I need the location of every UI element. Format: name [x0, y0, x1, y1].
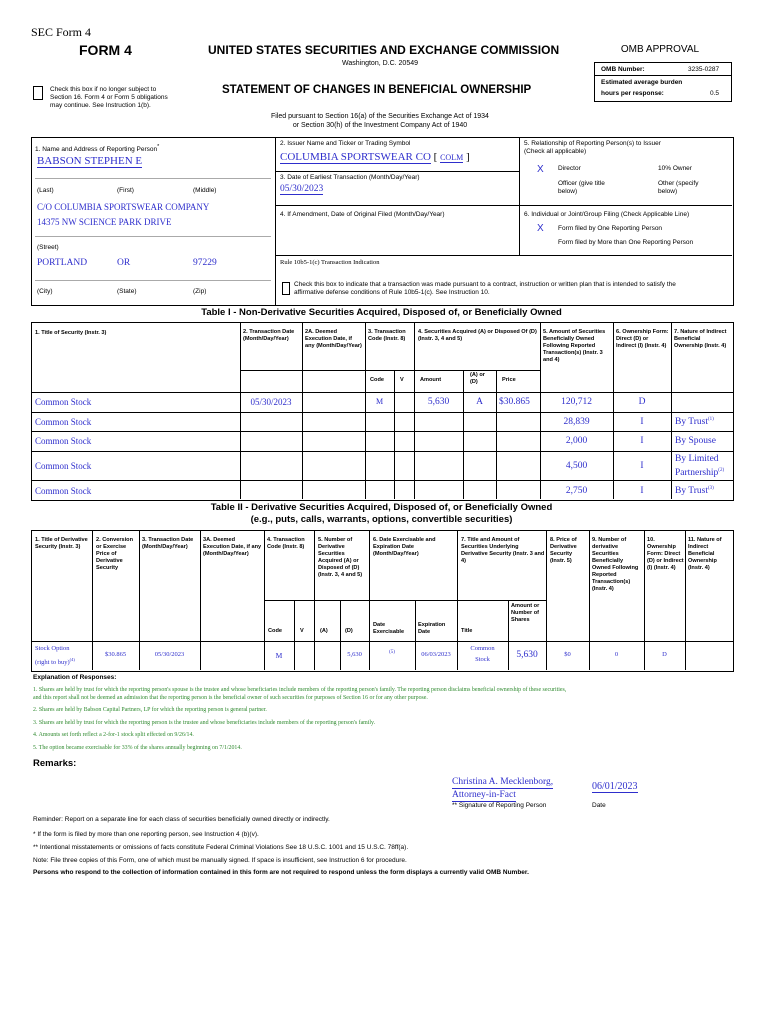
remarks-title: Remarks:	[33, 758, 77, 769]
row4-form: I	[640, 461, 644, 471]
row1-title: Common Stock	[35, 397, 92, 407]
t2-h3a: 3A. Deemed Execution Date, if any (Month/Day/Year)	[203, 537, 262, 557]
t2-h10: 10. Ownership Form: Direct (D) or Indirect (I) (Instr. 4)	[647, 537, 684, 571]
t2-h2: 2. Conversion or Exercise Price of Derivative Security	[96, 537, 133, 571]
first-label: (First)	[117, 187, 134, 194]
row5-form: I	[640, 486, 644, 496]
explanation-note-5: 5. The option became exercisable for 33% of the shares annually beginning on 7/1/2014.	[33, 745, 242, 751]
state-label: (State)	[117, 288, 137, 295]
one-reporting-person: Form filed by One Reporting Person	[558, 225, 663, 232]
officer-label: Officer (give title below)	[558, 180, 605, 195]
t2-h3: 3. Transaction Date (Month/Day/Year)	[142, 537, 194, 550]
box5-label: 5. Relationship of Reporting Person(s) to Issuer (Check all applicable)	[524, 140, 661, 155]
form-title: FORM 4	[79, 42, 132, 58]
t1-h5: 5. Amount of Securities Beneficially Owned Following Reported Transaction(s) (Instr. 3 and 4)	[543, 329, 606, 363]
row1-code: M	[375, 397, 384, 406]
omb-notice: Persons who respond to the collection of information contained in this form are not required to respond unless the form displays a currently valid OMB Number.	[33, 869, 529, 876]
t1-h6: 6. Ownership Form: Direct (D) or Indirect (I) (Instr. 4)	[616, 329, 669, 349]
t1-h2a: 2A. Deemed Execution Date, if any (Month/Day/Year)	[305, 329, 362, 349]
explanation-note-4: 4. Amounts set forth reflect a 2-for-1 stock split effected on 9/26/14.	[33, 732, 194, 738]
director-mark: X	[537, 164, 544, 175]
signature-label: ** Signature of Reporting Person	[452, 802, 547, 809]
filed-pursuant: Filed pursuant to Section 16(a) of the Securities Exchange Act of 1934 or Section 30(h) of the Investment Company Act of 1940	[271, 113, 489, 129]
checkbox-text: Check this box if no longer subject to Section 16. Form 4 or Form 5 obligations may continue. See Instruction 1(b).	[50, 86, 168, 109]
rule-checkbox[interactable]	[282, 282, 290, 295]
one-person-mark: X	[537, 223, 544, 234]
sec-form-label: SEC Form 4	[31, 25, 92, 39]
row1-owned: 120,712	[561, 397, 592, 407]
row3-owned: 2,000	[565, 436, 588, 446]
row2-owned: 28,839	[563, 417, 590, 427]
table1-title: Table I - Non-Derivative Securities Acquired, Disposed of, or Beneficially Owned	[201, 307, 562, 318]
row1-amount: 5,630	[427, 397, 450, 407]
box6-label: 6. Individual or Joint/Group Filing (Check Applicable Line)	[524, 211, 690, 218]
omb-hours-value: 0.5	[710, 90, 720, 97]
t2-sub-de: Date Exercisable	[373, 622, 405, 635]
omb-hours-label: hours per response:	[601, 90, 664, 97]
city-label: (City)	[37, 288, 53, 295]
date-label: Date	[592, 802, 606, 809]
row3-title: Common Stock	[35, 436, 92, 446]
t2-sub-code: Code	[268, 628, 282, 634]
explanation-note-2: 2. Shares are held by Babson Capital Partners, LP for which the reporting person is general partner.	[33, 707, 267, 713]
t1-sub-amount: Amount	[420, 377, 442, 383]
table2-title: Table II - Derivative Securities Acquired, Disposed of, or Beneficially Owned (e.g., puts, calls, warrants, options, convertible securities)	[210, 502, 553, 525]
row3-nature: By Spouse	[675, 436, 716, 446]
city-value: PORTLAND	[37, 258, 88, 268]
row4-title: Common Stock	[35, 461, 92, 471]
row5-title: Common Stock	[35, 486, 92, 496]
t1-sub-v: V	[400, 377, 404, 383]
t2-sub-v: V	[300, 628, 304, 634]
row1-form: D	[638, 397, 646, 407]
t1-sub-code: Code	[370, 377, 384, 383]
t2-sub-amount: Amount or Number of Shares	[511, 603, 540, 623]
t2-h5: 5. Number of Derivative Securities Acquired (A) or Disposed of (D) (Instr. 3, 4 and 5)	[318, 537, 363, 578]
t1-sub-price: Price	[502, 377, 516, 383]
t2-h6: 6. Date Exercisable and Expiration Date (Month/Day/Year)	[373, 537, 436, 557]
omb-burden-label: Estimated average burden	[601, 79, 683, 86]
ticker-symbol: COLM	[440, 153, 464, 162]
row1-date: 05/30/2023	[250, 397, 292, 407]
deriv-form: D	[662, 651, 667, 658]
deriv-shares: 5,630	[516, 650, 538, 660]
zip-label: (Zip)	[193, 288, 207, 295]
reminder: Reminder: Report on a separate line for each class of securities beneficially owned directly or indirectly.	[33, 816, 330, 823]
box4-label: 4. If Amendment, Date of Original Filed (Month/Day/Year)	[280, 211, 445, 218]
t2-h9: 9. Number of derivative Securities Beneficially Owned Following Reported Transaction(s) (Instr. 4)	[592, 537, 639, 592]
row4-owned: 4,500	[565, 461, 588, 471]
address-line-2: 14375 NW SCIENCE PARK DRIVE	[37, 217, 172, 227]
box1-label: 1. Name and Address of Reporting Person*	[35, 144, 160, 154]
row3-form: I	[640, 436, 644, 446]
t2-h8: 8. Price of Derivative Security (Instr. 5)	[550, 537, 577, 564]
t2-sub-exp: Expiration Date	[418, 622, 446, 635]
t1-h3: 3. Transaction Code (Instr. 8)	[368, 329, 406, 342]
earliest-transaction-date: 05/30/2023	[280, 184, 324, 194]
t1-h7: 7. Nature of Indirect Beneficial Ownership (Instr. 4)	[674, 329, 727, 349]
street-label: (Street)	[37, 244, 59, 251]
deriv-price-8: $0	[564, 651, 571, 658]
more-reporting-persons: Form filed by More than One Reporting Person	[558, 239, 694, 246]
explanation-title: Explanation of Responses:	[33, 674, 117, 681]
director-label: Director	[558, 165, 581, 172]
box2-label: 2. Issuer Name and Ticker or Trading Symbol	[280, 140, 411, 147]
violations-note: ** Intentional misstatements or omissions of facts constitute Federal Criminal Violations See 18 U.S.C. 1001 and 15 U.S.C. 78ff(a).	[33, 844, 409, 851]
row5-nature: By Trust$^{(3)}$	[675, 486, 714, 497]
rule-text: Check this box to indicate that a transaction was made pursuant to a contract, instruction or written plan that is intended to satisfy the affirmative defense conditions of Rule 10b5-1(c). See Instruction 10.	[294, 281, 676, 296]
t2-sub-a: (A)	[320, 628, 328, 634]
reporting-person-name: BABSON STEPHEN E	[37, 155, 143, 167]
issuer-name: COLUMBIA SPORTSWEAR CO	[280, 151, 431, 163]
row1-price: $30.865	[499, 397, 530, 407]
row2-form: I	[640, 417, 644, 427]
deriv-date: 05/30/2023	[154, 651, 185, 658]
deriv-disposed: 5,630	[347, 651, 362, 658]
t2-h11: 11. Nature of Indirect Beneficial Ownership (Instr. 4)	[688, 537, 722, 571]
box3-label: 3. Date of Earliest Transaction (Month/Day/Year)	[280, 174, 420, 181]
other-label: Other (specify below)	[658, 180, 699, 195]
omb-approval-title: OMB APPROVAL	[620, 44, 700, 55]
deriv-title: Stock Option (right to buy)$^{(4)}$	[35, 645, 75, 667]
explanation-note-1: 1. Shares are held by trust for which the reporting person's spouse is the trustee and whose beneficiaries include members of the reporting person's family. The reporting person disclaims beneficial ownership of these securities, and this report shall not be deemed an admission that the reporting person is the beneficial owner of such securities for purposes of Section 16 or for any other purpose.	[33, 687, 567, 701]
deriv-owned: 0	[614, 651, 619, 658]
deriv-underlying-title: Common Stock	[470, 645, 495, 663]
state-value: OR	[117, 258, 131, 268]
deriv-code: M	[275, 651, 283, 660]
rule-label: Rule 10b5-1(c) Transaction Indication	[280, 259, 380, 266]
deriv-price: $30.865	[104, 651, 127, 658]
deriv-date-exercisable: (5)	[389, 650, 395, 655]
signature-date: 06/01/2023	[592, 781, 638, 792]
t2-h1: 1. Title of Derivative Security (Instr. 3)	[35, 537, 88, 550]
t2-sub-title: Title	[461, 628, 473, 634]
t1-sub-ad: (A) or (D)	[470, 372, 485, 385]
row5-owned: 2,750	[565, 486, 588, 496]
t2-h7: 7. Title and Amount of Securities Underlying Derivative Security (Instr. 3 and 4)	[461, 537, 545, 564]
no-longer-subject-checkbox[interactable]	[33, 86, 43, 100]
row1-ad: A	[476, 397, 483, 407]
row2-title: Common Stock	[35, 417, 92, 427]
zip-value: 97229	[193, 258, 217, 268]
t2-h4: 4. Transaction Code (Instr. 8)	[267, 537, 305, 550]
t2-sub-d: (D)	[345, 628, 353, 634]
statement-title: STATEMENT OF CHANGES IN BENEFICIAL OWNERSHIP	[222, 84, 532, 96]
omb-number-label: OMB Number:	[601, 66, 645, 73]
row2-nature: By Trust$^{(1)}$	[675, 417, 714, 428]
t1-h1: 1. Title of Security (Instr. 3)	[35, 330, 107, 336]
commission-location: Washington, D.C. 20549	[342, 60, 419, 67]
middle-label: (Middle)	[193, 187, 217, 194]
omb-number-value: 3235-0287	[688, 66, 720, 73]
explanation-note-3: 3. Shares are held by trust for which the reporting person is the trustee and whose beneficiaries include members of the reporting person's family.	[33, 720, 376, 726]
star-note: * If the form is filed by more than one reporting person, see Instruction 4 (b)(v).	[33, 831, 259, 838]
file-copies-note: Note: File three copies of this Form, one of which must be manually signed. If space is insufficient, see Instruction 6 for procedure.	[33, 857, 407, 864]
issuer-line: COLUMBIA SPORTSWEAR CO [ COLM ]	[280, 151, 470, 163]
commission-title: UNITED STATES SECURITIES AND EXCHANGE COMMISSION	[208, 43, 560, 57]
row4-nature: By Limited Partnership$^{(2)}$	[675, 454, 725, 479]
last-label: (Last)	[37, 187, 54, 194]
t1-h2: 2. Transaction Date (Month/Day/Year)	[243, 329, 295, 342]
signature: Christina A. Mecklenborg, Attorney-in-Fact	[452, 777, 554, 800]
address-line-1: C/O COLUMBIA SPORTSWEAR COMPANY	[37, 202, 210, 212]
ten-pct-owner-label: 10% Owner	[658, 165, 692, 172]
t1-h4: 4. Securities Acquired (A) or Disposed Of (D) (Instr. 3, 4 and 5)	[418, 329, 537, 342]
deriv-expiration: 06/03/2023	[421, 651, 451, 658]
